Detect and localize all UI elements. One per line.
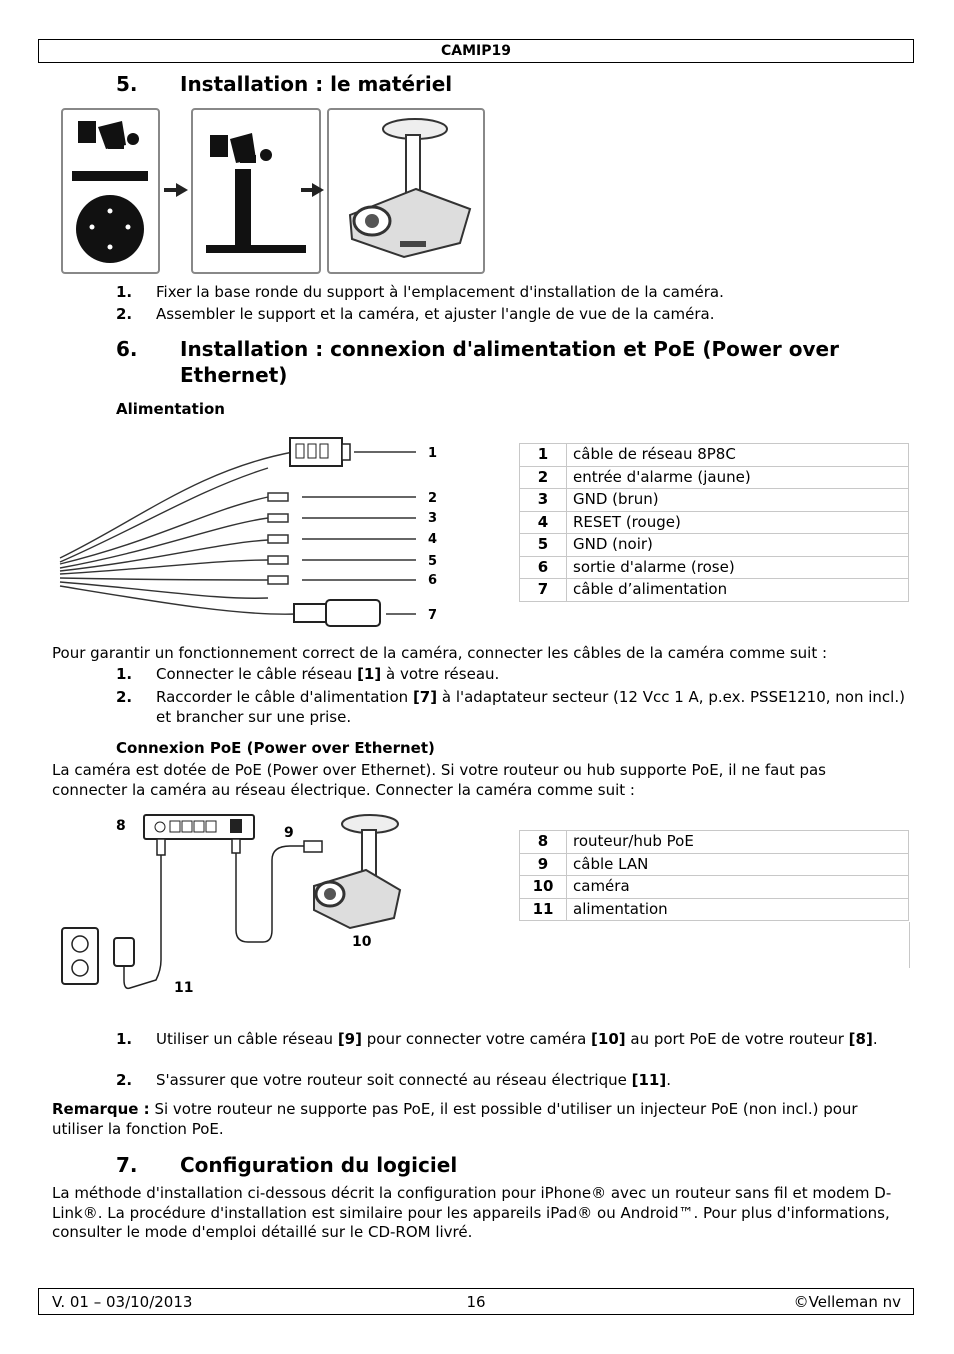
section-5-step-2: 2. Assembler le support et la caméra, et ajuster l'angle de vue de la caméra. [116,305,715,323]
page-header [38,39,914,63]
wiring-legend-table [519,443,909,602]
connection-intro: Pour garantir un fonctionnement correct de la caméra, connecter les câbles de la caméra comme suit : [52,644,828,662]
section-5-number: 5. [116,72,138,96]
table-row: 1 câble de réseau 8P8C [520,444,909,467]
note-paragraph: Remarque : Si votre routeur ne supporte pas PoE, il est possible d'utiliser un injecteur PoE (non incl.) pour utiliser la fonction PoE. [52,1100,858,1138]
section-5-step-1: 1. Fixer la base ronde du support à l'emplacement d'installation de la caméra. [116,283,724,301]
table-row: 7 câble d’alimentation [520,579,909,602]
poe-step-2: 2. S'assurer que votre routeur soit connecté au réseau électrique [11]. [116,1071,671,1089]
table-row: 10 caméra [520,876,909,899]
table-row: 6 sortie d'alarme (rose) [520,556,909,579]
poe-step-1: 1. Utiliser un câble réseau [9] pour connecter votre caméra [10] au port PoE de votre routeur [8]. [116,1030,878,1048]
hardware-assembly-illustration [60,107,488,277]
section-5-title: Installation : le matériel [180,72,453,96]
connection-step-2: 2. Raccorder le câble d'alimentation [7] à l'adaptateur secteur (12 Vcc 1 A, p.ex. PSSE1210, non incl.) et brancher sur une prise. [116,688,905,726]
header-title: CAMIP19 [441,43,511,59]
wire-label: 7 [428,608,438,623]
page-footer [38,1288,914,1315]
power-label: 11 [174,980,194,996]
table-row: 8 routeur/hub PoE [520,831,909,854]
poe-legend-table [519,830,909,921]
section-7-title: Configuration du logiciel [180,1153,458,1177]
camera-label: 10 [352,934,372,950]
wire-label: 6 [428,573,438,588]
power-subheading: Alimentation [116,400,225,418]
wire-label: 1 [428,446,438,461]
wiring-diagram [58,430,448,630]
table-border [909,922,910,968]
wire-label: 3 [428,511,438,526]
dc-plug-icon [294,604,326,622]
section-6-heading [0,336,954,388]
section-7-number: 7. [116,1153,138,1177]
footer-page-number: 16 [466,1293,486,1311]
wire-label: 2 [428,491,438,506]
table-row: 9 câble LAN [520,853,909,876]
poe-subheading: Connexion PoE (Power over Ethernet) [116,739,435,757]
poe-connection-diagram [58,810,418,1010]
table-row: 5 GND (noir) [520,534,909,557]
section-7-heading [0,1152,954,1178]
table-row: 11 alimentation [520,898,909,921]
section-6-title: Installation : connexion d'alimentation et PoE (Power over Ethernet) [180,337,839,387]
table-row: 4 RESET (rouge) [520,511,909,534]
table-row: 2 entrée d'alarme (jaune) [520,466,909,489]
table-row: 3 GND (brun) [520,489,909,512]
footer-copyright: ©Velleman nv [793,1293,901,1311]
section-6-number: 6. [116,337,138,361]
poe-intro: La caméra est dotée de PoE (Power over Ethernet). Si votre routeur ou hub supporte PoE, il ne faut pas connecter la caméra au réseau électrique. Connecter la caméra comme suit : [52,761,826,799]
power-adapter-icon [114,938,134,966]
connection-step-1: 1. Connecter le câble réseau [1] à votre réseau. [116,665,500,683]
router-label: 8 [116,818,126,834]
section-5-heading [0,71,954,97]
footer-version: V. 01 – 03/10/2013 [52,1293,193,1311]
section-7-text: La méthode d'installation ci-dessous décrit la configuration pour iPhone® avec un routeur sans fil et modem D-Link®. La procédure d'installation est similaire pour les appareils iPad® ou Android™. Pour plus d'informations, consulter le mode d'emploi détaillé sur le CD-ROM livré. [52,1184,892,1241]
lan-label: 9 [284,825,294,841]
wire-label: 4 [428,532,438,547]
wire-label: 5 [428,554,438,569]
